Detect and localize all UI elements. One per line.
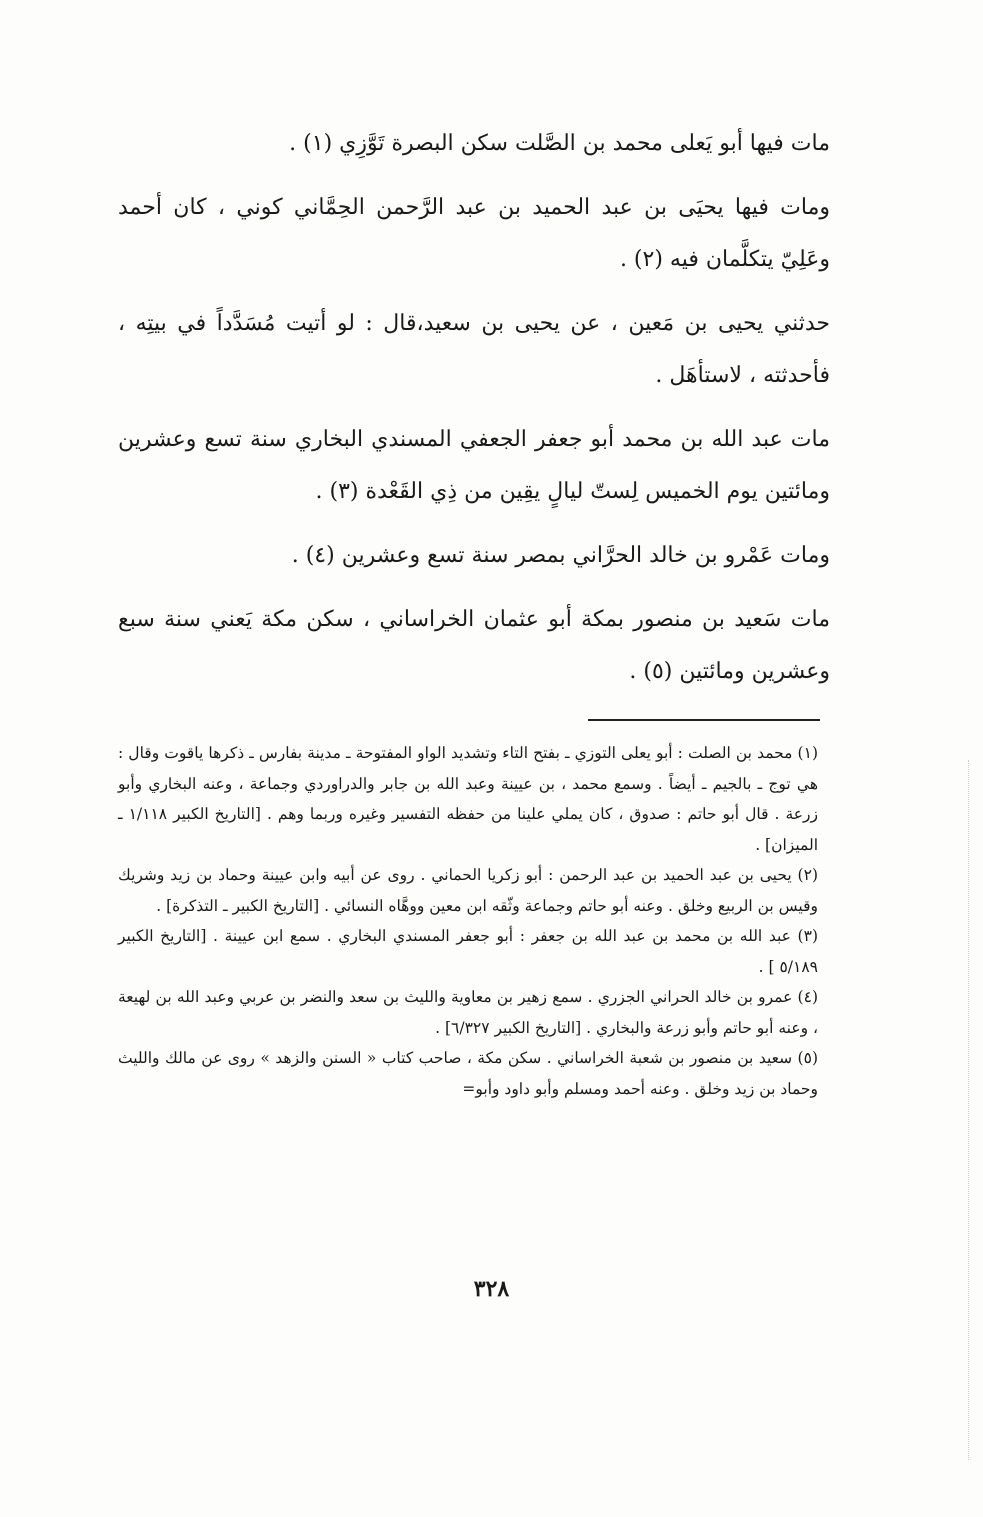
main-paragraph-1: مات فيها أبو يَعلى محمد بن الصَّلت سكن البصرة تَوَّزِي (١) . — [289, 131, 830, 156]
footnote-1: (١) محمد بن الصلت : أبو يعلى التوزي ـ بفتح التاء وتشديد الواو المفتوحة ـ مدينة بفارس ـ ذكرها ياقوت وقال : هي توج ـ بالجيم ـ أيضاً . وسمع محمد ، بن عيينة وعبد الله بن جابر والدراوردي وجماعة ، وعنه البخاري وأبو زرعة . قال أبو حاتم : صدوق ، كان يملي علينا من حفظه التفسير وغيره وربما وهم . [التاريخ الكبير ١/١١٨ ـ الميزان] . — [118, 744, 819, 854]
footnote-2: (٢) يحيى بن عبد الحميد بن عبد الرحمن : أبو زكريا الحماني . روى عن أبيه وابن عيينة وحماد بن زيد وشريك وقيس بن الربيع وخلق . وعنه أبو حاتم وجماعة وثّقه ابن معين ووهَّاه النسائي . [التاريخ الكبير ـ التذكرة] . — [118, 866, 818, 915]
scan-edge-line — [968, 760, 969, 1460]
page-number: ٣٢٨ — [473, 1276, 510, 1302]
footnote-separator — [588, 719, 820, 721]
main-paragraph-6: مات سَعيد بن منصور بمكة أبو عثمان الخراساني ، سكن مكة يَعني سنة سبع وعشرين ومائتين (٥) . — [118, 607, 830, 684]
main-paragraph-3: حدثني يحيى بن مَعين ، عن يحيى بن سعيد،قال : لو أتيت مُسَدَّداً في بيتِه ، فأحدثته ، لاستأهَل . — [118, 311, 830, 388]
footnote-4: (٤) عمرو بن خالد الحراني الجزري . سمع زهير بن معاوية والليث بن سعد والنضر بن عربي وعبد الله بن لهيعة ، وعنه أبو حاتم وأبو زرعة والبخاري . [التاريخ الكبير ٦/٣٢٧] . — [118, 988, 818, 1037]
footnotes-section — [118, 738, 818, 1104]
main-text-body — [118, 118, 830, 710]
main-paragraph-4: مات عبد الله بن محمد أبو جعفر الجعفي المسندي البخاري سنة تسع وعشرين ومائتين يوم الخميس لِستّ ليالٍ يقِين من ذِي القَعْدة (٣) . — [118, 427, 830, 504]
main-paragraph-2: ومات فيها يحيَى بن عبد الحميد بن عبد الرَّحمن الحِمَّاني كوني ، كان أحمد وعَلِيّ يتكلَّمان فيه (٢) . — [118, 195, 830, 272]
footnote-3: (٣) عبد الله بن محمد بن عبد الله بن جعفر : أبو جعفر المسندي البخاري . سمع ابن عيينة . [التاريخ الكبير ٥/١٨٩ ] . — [118, 927, 818, 976]
footnote-5: (٥) سعيد بن منصور بن شعبة الخراساني . سكن مكة ، صاحب كتاب « السنن والزهد » روى عن مالك والليث وحماد بن زيد وخلق . وعنه أحمد ومسلم وأبو داود وأبو= — [118, 1049, 818, 1098]
main-paragraph-5: ومات عَمْرو بن خالد الحرَّاني بمصر سنة تسع وعشرين (٤) . — [291, 543, 830, 568]
